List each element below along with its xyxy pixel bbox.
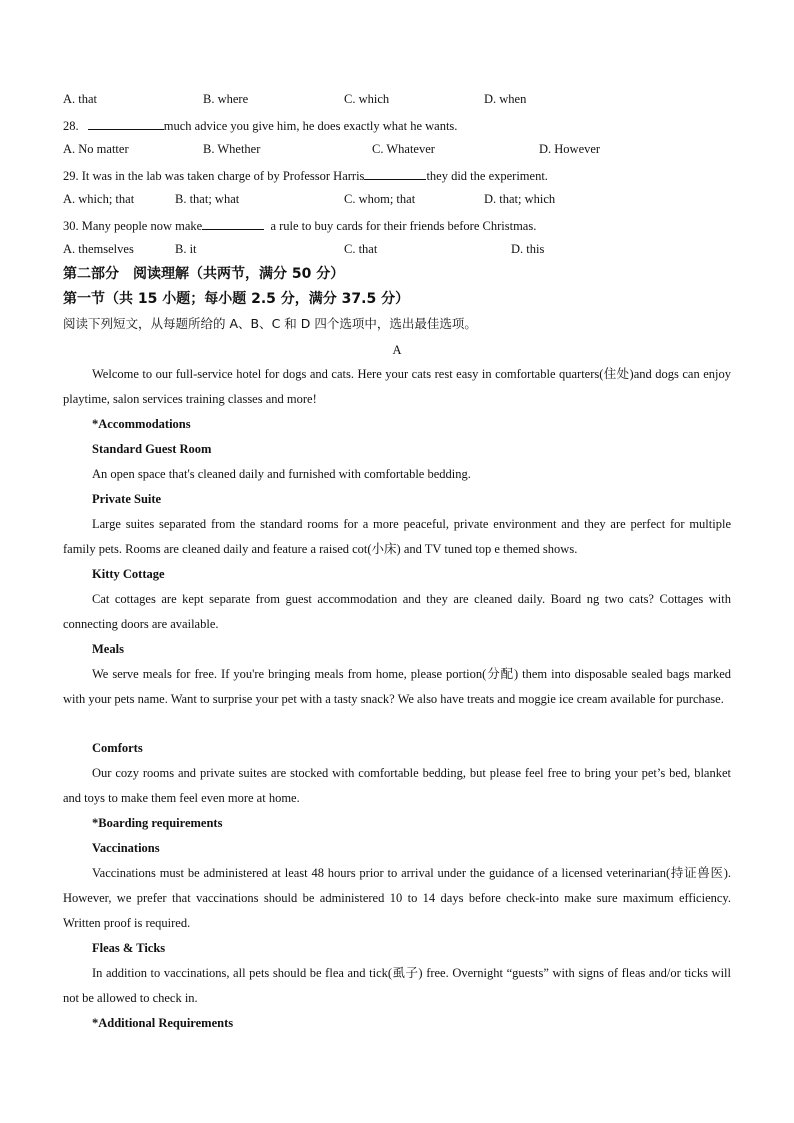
q29-text-after: they did the experiment. bbox=[426, 169, 548, 183]
additional-requirements-heading: *Additional Requirements bbox=[92, 1016, 234, 1030]
q29-option-d: D. that; which bbox=[484, 192, 556, 206]
q30-text-after: a rule to buy cards for their friends before Christmas. bbox=[270, 219, 537, 233]
q28-blank bbox=[88, 117, 164, 130]
q28-option-b: B. Whether bbox=[203, 142, 261, 156]
q28-option-a: A. No matter bbox=[63, 142, 129, 156]
private-suite-title: Private Suite bbox=[92, 492, 162, 506]
q30-blank bbox=[202, 217, 264, 230]
section-instruction: 阅读下列短文，从每题所给的 A、B、C 和 D 四个选项中，选出最佳选项。 bbox=[63, 316, 477, 331]
meals-title: Meals bbox=[92, 642, 124, 656]
q27-option-d: D. when bbox=[484, 92, 527, 106]
passage-label: A bbox=[392, 343, 402, 357]
fleas-ticks-title: Fleas & Ticks bbox=[92, 941, 166, 955]
meals-text: We serve meals for free. If you're bringing meals from home, please portion(分配) them into disposable sealed bags marked with your pets name. Want to surprise your pet with a tasty snack? We also have treats and moggie ice cream available for purchase. bbox=[63, 667, 731, 706]
q28-option-c: C. Whatever bbox=[372, 142, 435, 156]
q28-number: 28. bbox=[63, 119, 79, 133]
q30-option-c: C. that bbox=[344, 242, 378, 256]
q30-option-a: A. themselves bbox=[63, 242, 134, 256]
vaccinations-title: Vaccinations bbox=[92, 841, 160, 855]
q29-text-before: 29. It was in the lab was taken charge of by Professor Harris bbox=[63, 169, 365, 183]
fleas-ticks-text: In addition to vaccinations, all pets should be flea and tick(虱子) free. Overnight “guests” with signs of fleas and/or ticks will not be allowed to check in. bbox=[63, 966, 731, 1005]
q27-option-b: B. where bbox=[203, 92, 249, 106]
q29-option-b: B. that; what bbox=[175, 192, 240, 206]
standard-room-text: An open space that's cleaned daily and furnished with comfortable bedding. bbox=[92, 467, 471, 481]
q28-text: much advice you give him, he does exactly what he wants. bbox=[163, 119, 458, 133]
boarding-heading: *Boarding requirements bbox=[92, 816, 223, 830]
comforts-title: Comforts bbox=[92, 741, 143, 755]
kitty-cottage-title: Kitty Cottage bbox=[92, 567, 165, 581]
q27-option-a: A. that bbox=[63, 92, 98, 106]
section-title: 第二部分 阅读理解（共两节，满分 50 分） bbox=[63, 266, 345, 282]
question-29 bbox=[63, 167, 731, 184]
question-28 bbox=[63, 117, 731, 134]
q30-text-before: 30. Many people now make bbox=[63, 219, 203, 233]
q29-blank bbox=[364, 167, 426, 180]
q30-option-b: B. it bbox=[175, 242, 197, 256]
kitty-cottage-text: Cat cottages are kept separate from guest accommodation and they are cleaned daily. Board ng two cats? Cottages with connecting doors are available. bbox=[63, 592, 731, 631]
comforts-text: Our cozy rooms and private suites are stocked with comfortable bedding, but please feel free to bring your pet’s bed, blanket and toys to make them feel even more at home. bbox=[63, 766, 731, 805]
vaccinations-text: Vaccinations must be administered at least 48 hours prior to arrival under the guidance of a licensed veterinarian(持证兽医). However, we prefer that vaccinations should be administered 10 to 14 days before check-into make sure maximum efficiency. Written proof is required. bbox=[63, 866, 731, 930]
q27-option-c: C. which bbox=[344, 92, 390, 106]
q29-option-c: C. whom; that bbox=[344, 192, 416, 206]
q29-option-a: A. which; that bbox=[63, 192, 135, 206]
q30-option-d: D. this bbox=[511, 242, 545, 256]
question-30 bbox=[63, 217, 731, 234]
section-subtitle: 第一节（共 15 小题；每小题 2.5 分，满分 37.5 分） bbox=[63, 291, 410, 307]
passage-intro: Welcome to our full-service hotel for dogs and cats. Here your cats rest easy in comfortable quarters(住处)and dogs can enjoy playtime, salon services training classes and more! bbox=[63, 367, 731, 406]
standard-room-title: Standard Guest Room bbox=[92, 442, 212, 456]
private-suite-text: Large suites separated from the standard rooms for a more peaceful, private environment and they are perfect for multiple family pets. Rooms are cleaned daily and feature a raised cot(小床) and TV tuned top e themed shows. bbox=[63, 517, 731, 556]
q28-option-d: D. However bbox=[539, 142, 601, 156]
accommodations-heading: *Accommodations bbox=[92, 417, 191, 431]
